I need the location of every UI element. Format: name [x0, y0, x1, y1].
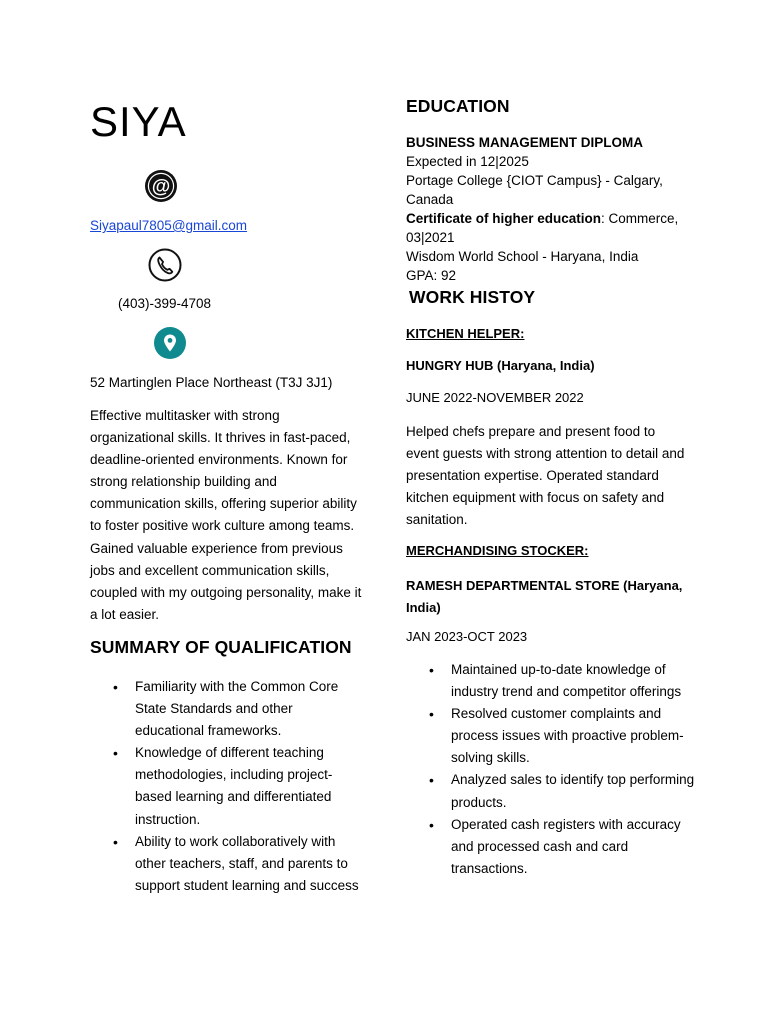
certificate — [406, 209, 706, 247]
phone-number: (403)-399-4708 — [118, 296, 212, 311]
school: Wisdom World School - Haryana, India — [406, 249, 639, 264]
education-heading: EDUCATION — [406, 96, 510, 116]
at-sign-icon — [144, 169, 178, 203]
job-dates: JAN 2023-OCT 2023 — [406, 629, 528, 644]
certificate-label: Certificate of higher education — [406, 211, 602, 226]
candidate-name: SIYA — [90, 98, 187, 145]
svg-text:@: @ — [151, 176, 171, 198]
work-history-heading: WORK HISTOY — [409, 287, 536, 307]
list-item: • Operated cash registers with accuracy and processed cash and card transactions. — [406, 814, 696, 880]
email-link[interactable]: Siyapaul7805@gmail.com — [90, 218, 248, 233]
diploma-title: BUSINESS MANAGEMENT DIPLOMA — [406, 135, 644, 150]
qualifications-heading: SUMMARY OF QUALIFICATION — [90, 637, 352, 657]
address: 52 Martinglen Place Northeast (T3J 3J1) — [90, 375, 333, 390]
list-item: • Knowledge of different teaching methodologies, including project-based learning and differentiated instruction. — [90, 742, 365, 830]
phone-icon — [148, 248, 182, 282]
job-employer: HUNGRY HUB (Haryana, India) — [406, 358, 595, 373]
list-item: • Familiarity with the Common Core State Standards and other educational frameworks. — [90, 676, 365, 742]
job-employer: RAMESH DEPARTMENTAL STORE (Haryana, India) — [406, 578, 683, 615]
job-description: Helped chefs prepare and present food to event guests with strong attention to detail and presentation expertise. Operated standard kitchen equipment with focus on safety and sanitation. — [406, 424, 685, 528]
job-dates: JUNE 2022-NOVEMBER 2022 — [406, 390, 584, 405]
education-block — [406, 133, 706, 285]
list-item: • Resolved customer complaints and process issues with proactive problem-solving skills. — [406, 703, 696, 769]
gpa: GPA: 92 — [406, 268, 457, 283]
job-duties-list — [406, 659, 696, 880]
job-role: MERCHANDISING STOCKER: — [406, 543, 589, 558]
list-item: • Ability to work collaboratively with other teachers, staff, and parents to support student learning and success — [90, 831, 365, 897]
college: Portage College {CIOT Campus} - Calgary, Canada — [406, 173, 663, 207]
list-item: • Maintained up-to-date knowledge of industry trend and competitor offerings — [406, 659, 696, 703]
qualifications-list — [90, 676, 365, 897]
profile-summary: Effective multitasker with strong organizational skills. It thrives in fast-paced, deadline-oriented environments. Known for strong relationship building and communication skills, offering superior ability to foster positive work culture among teams. Gained valuable experience from previous jobs and excellent communication skills, coupled with my outgoing personality, make it a lot easier. — [90, 408, 362, 622]
location-pin-icon — [153, 326, 187, 360]
list-item: • Analyzed sales to identify top performing products. — [406, 769, 696, 813]
job-role: KITCHEN HELPER: — [406, 326, 525, 341]
expected-date: Expected in 12|2025 — [406, 154, 529, 169]
certificate-detail: : Commerce, 03|2021 — [406, 211, 679, 245]
